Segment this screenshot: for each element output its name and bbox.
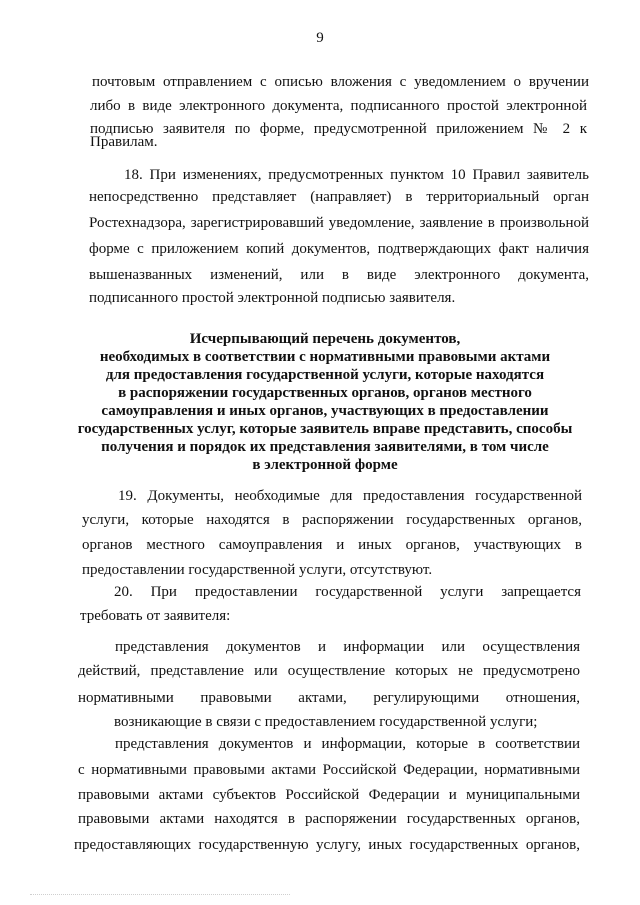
heading-line: получения и порядок их представления заявителями, в том числе [101, 439, 549, 455]
page-number: 9 [316, 30, 324, 46]
text-line: либо в виде электронного документа, подписанного простой электронной [90, 98, 587, 114]
text-line: вышеназванных изменений, или в виде электронного документа, [89, 267, 589, 283]
text-line: услуги, которые находятся в распоряжении государственных органов, [82, 512, 582, 528]
heading-line: в электронной форме [252, 457, 398, 473]
text-line: возникающие в связи с предоставлением государственной услуги; [114, 714, 538, 730]
text-line: предоставлении государственной услуги, отсутствуют. [82, 562, 433, 578]
text-line: правовыми актами находятся в распоряжении государственных органов, [78, 811, 580, 827]
text-line: форме с приложением копий документов, подтверждающих факт наличия [89, 241, 589, 257]
text-line: правовыми актами субъектов Российской Федерации и муниципальными [78, 787, 580, 803]
heading-line: Исчерпывающий перечень документов, [189, 331, 461, 347]
text-line: представления документов и информации, которые в соответствии [115, 736, 580, 752]
text-line: непосредственно представляет (направляет) в территориальный орган [89, 189, 589, 205]
text-line: 18. При изменениях, предусмотренных пунктом 10 Правил заявитель [124, 167, 589, 183]
text-line: действий, представление или осуществление которых не предусмотрено [78, 663, 580, 679]
text-line: предоставляющих государственную услугу, иных государственных органов, [74, 837, 580, 853]
text-line: органов местного самоуправления и иных органов, участвующих в [82, 537, 582, 553]
text-line: требовать от заявителя: [80, 608, 231, 624]
heading-line: государственных услуг, которые заявитель вправе представить, способы [77, 421, 573, 437]
text-line: подписанного простой электронной подписью заявителя. [89, 290, 456, 306]
heading-line: в распоряжении государственных органов, органов местного [118, 385, 532, 401]
text-line: Ростехнадзора, зарегистрировавший уведомление, заявление в произвольной [89, 215, 589, 231]
heading-line: самоуправления и иных органов, участвующих в предоставлении [101, 403, 549, 419]
scan-artifact [30, 894, 290, 897]
text-line: Правилам. [90, 134, 158, 150]
text-line: 20. При предоставлении государственной услуги запрещается [114, 584, 581, 600]
heading-line: для предоставления государственной услуги, которые находятся [105, 367, 545, 383]
text-line: представления документов и информации или осуществления [115, 639, 580, 655]
text-line: почтовым отправлением с описью вложения с уведомлением о вручении [92, 74, 589, 90]
text-line: подписью заявителя по форме, предусмотренной приложением № 2 к [90, 121, 587, 137]
heading-line: необходимых в соответствии с нормативными правовыми актами [99, 349, 551, 365]
text-line: нормативными правовыми актами, регулирующими отношения, [78, 690, 580, 706]
text-line: 19. Документы, необходимые для предоставления государственной [118, 488, 582, 504]
text-line: с нормативными правовыми актами Российской Федерации, нормативными [78, 762, 580, 778]
